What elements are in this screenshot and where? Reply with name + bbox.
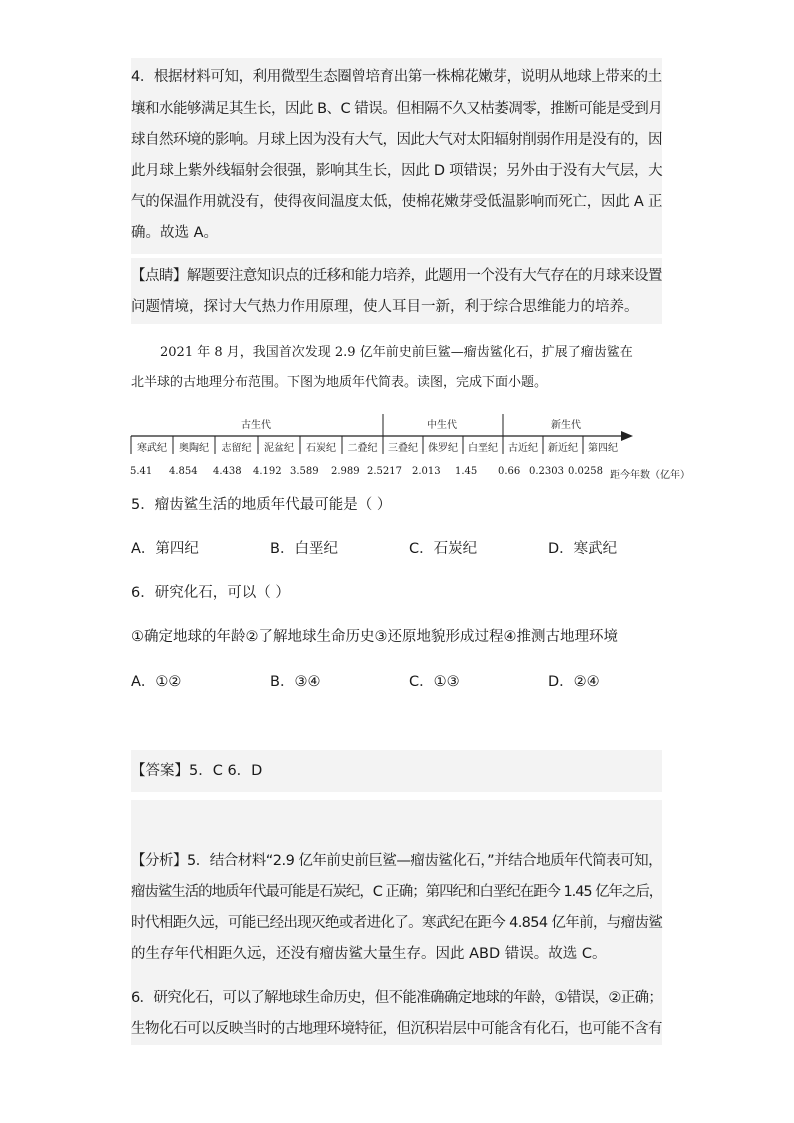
geologic-timescale (130, 410, 690, 482)
q6-stem: 6．研究化石，可以（ ） (131, 585, 290, 601)
era-cenozoic: 新生代 (551, 420, 581, 431)
age-label: 2.989 (331, 466, 360, 477)
period-carboniferous: 石炭纪 (306, 443, 336, 454)
q6-option-c: C．①③ (409, 674, 460, 690)
q5-analysis-line: 的生存年代相距久远，还没有瘤齿鲨大量生存。因此 ABD 错误。故选 C。 (131, 946, 607, 962)
age-label: 5.41 (130, 466, 153, 477)
q6-analysis-line: 6．研究化石，可以了解地球生命历史，但不能准确确定地球的年龄，①错误，②正确； (131, 990, 663, 1006)
age-label: 2.013 (412, 466, 441, 477)
q5-stem: 5．瘤齿鲨生活的地质年代最可能是（ ） (131, 497, 392, 513)
period-devonian: 泥盆纪 (264, 443, 294, 454)
age-label: 4.192 (253, 466, 282, 477)
q5-option-a: A．第四纪 (131, 541, 199, 557)
q5-analysis-line: 【分析】5．结合材料“2.9 亿年前史前巨鲨—瘤齿鲨化石，”并结合地质年代简表可知， (131, 853, 663, 869)
age-label: 0.66 (498, 466, 521, 477)
age-label: 0.2303 (529, 466, 564, 477)
era-paleozoic: 古生代 (241, 420, 271, 431)
q4-analysis-line: 确。故选 A。 (131, 225, 219, 241)
tip-line: 问题情境，探讨大气热力作用原理，使人耳目一新，利于综合思维能力的培养。 (131, 299, 639, 315)
age-label: 0.0258 (568, 466, 603, 477)
q4-analysis-line: 球自然环境的影响。月球上因为没有大气，因此大气对太阳辐射削弱作用是没有的，因 (131, 132, 662, 148)
answer-line: 【答案】5．C 6．D (131, 763, 263, 779)
period-silurian: 志留纪 (221, 443, 252, 454)
age-label: 4.438 (213, 466, 242, 477)
period-permian: 二叠纪 (347, 443, 378, 454)
q6-items: ①确定地球的年龄②了解地球生命历史③还原地貌形成过程④推测古地理环境 (131, 629, 618, 645)
material-line: 北半球的古地理分布范围。下图为地质年代简表。读图，完成下面小题。 (131, 375, 548, 390)
q5-option-c: C．石炭纪 (409, 541, 478, 557)
period-cretaceous: 白垩纪 (468, 443, 498, 454)
q5-option-d: D．寒武纪 (548, 541, 618, 557)
period-ordovician: 奥陶纪 (179, 443, 209, 454)
era-mesozoic: 中生代 (427, 420, 457, 431)
period-jurassic: 侏罗纪 (428, 443, 458, 454)
q4-analysis-line: 壤和水能够满足其生长，因此 B、C 错误。但相隔不久又枯萎凋零，推断可能是受到月 (131, 101, 663, 117)
q5-analysis-line: 时代相距久远，可能已经出现灭绝或者进化了。寒武纪在距今 4.854 亿年前，与瘤齿鲨 (131, 915, 663, 931)
q6-option-d: D．②④ (548, 674, 600, 690)
q4-analysis-line: 此月球上紫外线辐射会很强，影响其生长，因此 D 项错误；另外由于没有大气层，大 (131, 163, 663, 179)
age-label: 3.589 (290, 466, 319, 477)
axis-label: 距今年数（亿年） (610, 470, 690, 481)
period-paleogene: 古近纪 (508, 443, 538, 454)
q6-option-a: A．①② (131, 674, 182, 690)
age-label: 2.5217 (367, 466, 402, 477)
age-label: 4.854 (169, 466, 198, 477)
q6-analysis-line: 生物化石可以反映当时的古地理环境特征，但沉积岩层中可能含有化石，也可能不含有 (131, 1021, 662, 1037)
period-neogene: 新近纪 (548, 443, 578, 454)
period-cambrian: 寒武纪 (137, 443, 167, 454)
q5-analysis-line: 瘤齿鲨生活的地质年代最可能是石炭纪，C 正确；第四纪和白垩纪在距今 1.45 亿年之后， (131, 884, 663, 900)
period-triassic: 三叠纪 (388, 443, 418, 454)
material-line: 2021 年 8 月，我国首次发现 2.9 亿年前史前巨鲨—瘤齿鲨化石，扩展了瘤齿鲨在 (160, 345, 633, 360)
q5-option-b: B．白垩纪 (270, 541, 338, 557)
q6-option-b: B．③④ (270, 674, 321, 690)
q4-analysis-line: 气的保温作用就没有，使得夜间温度太低，使棉花嫩芽受低温影响而死亡，因此 A 正 (131, 194, 663, 210)
q4-analysis-line: 4．根据材料可知，利用微型生态圈曾培育出第一株棉花嫩芽，说明从地球上带来的土 (131, 69, 662, 85)
tip-line: 【点睛】解题要注意知识点的迁移和能力培养，此题用一个没有大气存在的月球来设置 (131, 268, 662, 284)
age-label: 1.45 (455, 466, 478, 477)
period-quaternary: 第四纪 (588, 443, 618, 454)
